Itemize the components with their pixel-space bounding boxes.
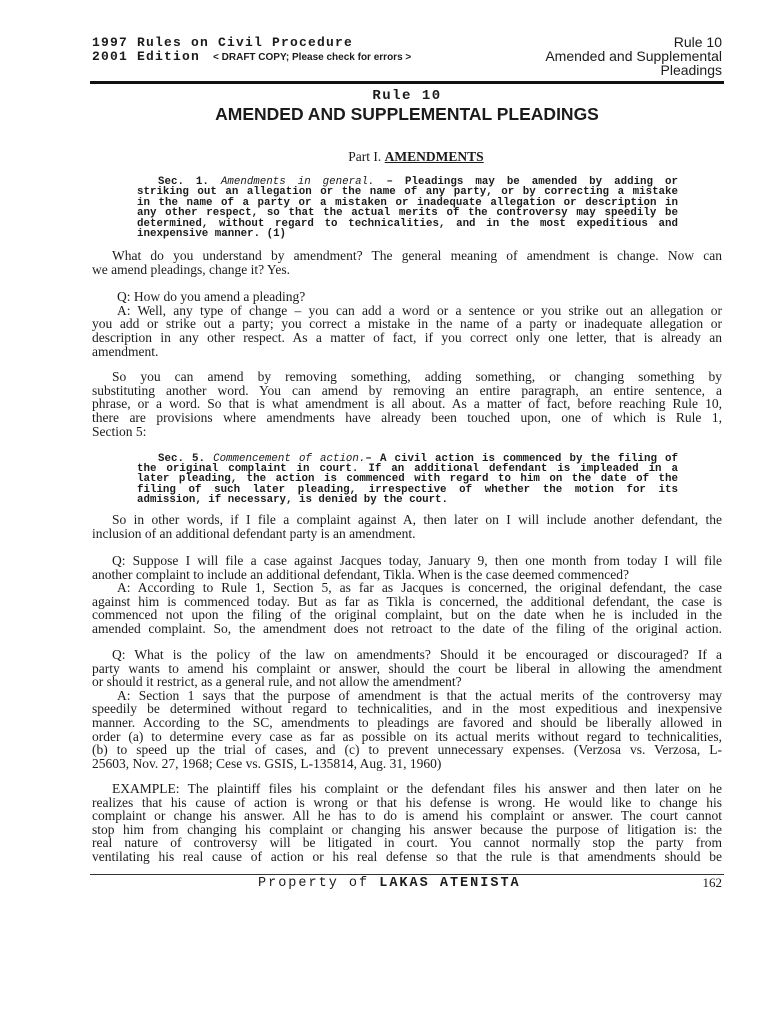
rule-number-heading: Rule 10: [372, 88, 442, 104]
provision-line: filing of such later pleading, irrespective of whether the motion for its: [137, 483, 678, 496]
text-line: A: According to Rule 1, Section 5, as far as Jacques is concerned, the original defendant, the case: [117, 580, 722, 596]
text-line: real nature of controversy will be litigated in court. You cannot normally stop the party from: [92, 835, 722, 851]
provision-line: later pleading, the action is commenced with regard to him on the date of the: [137, 473, 678, 486]
section-label: Sec. 1.: [158, 175, 209, 188]
text-line: realizes that his cause of action is wrong or that his defense is wrong. He would like to change his: [92, 794, 722, 810]
text-line: EXAMPLE: The plaintiff files his complaint or the defendant files his answer and then later on he: [112, 780, 722, 796]
text-line: we amend pleadings, change it? Yes.: [92, 261, 290, 277]
text-line: order (a) to determine every case as far as possible on its actual merits without regard to technicalities,: [92, 728, 722, 744]
answer-commencement: [92, 581, 722, 635]
text-line: So in other words, if I file a complaint against A, then later on I will include another defendant, the: [112, 512, 722, 528]
edition-label: 2001 Edition: [92, 49, 201, 64]
book-title: 1997 Rules on Civil Procedure: [92, 35, 354, 50]
text-line: Q: Suppose I will file a case against Jacques today, January 9, then one month from today I will file: [112, 553, 722, 569]
footer-ownership: [258, 876, 521, 891]
text-line: A: Well, any type of change – you can add a word or a sentence or you strike out an allegation or: [117, 302, 722, 318]
part-prefix: Part I.: [348, 149, 382, 164]
text-line: there are provisions where amendments have already been touched upon, one of which is Rule 1,: [92, 409, 722, 425]
question-policy: [92, 648, 722, 689]
text-line: So you can amend by removing something, adding something, or changing something by: [112, 369, 722, 385]
running-header-right: [545, 35, 722, 77]
header-rule-title-line1: Amended and Supplemental: [545, 48, 722, 64]
text-line: phrase, or a word. So that is what amendment is all about. As a matter of fact, before reaching Rule 10,: [92, 396, 722, 412]
text-line: party wants to amend his complaint or answer, should the court be liberal in allowing the amendment: [92, 660, 722, 676]
header-rule-title-line2: Pleadings: [660, 62, 722, 78]
text-line: A: Section 1 says that the purpose of amendment is that the actual merits of the controversy may: [117, 687, 722, 703]
text-line: inclusion of an additional defendant party is an amendment.: [92, 525, 416, 541]
text-line: ventilating his real cause of action or his real defense so that the rule is that amendments should be: [92, 848, 722, 864]
footer-divider: [90, 874, 724, 875]
section-text: – Pleadings may be amended by adding or: [386, 175, 678, 188]
text-line: amendment.: [92, 343, 159, 359]
provision-line: any other respect, so that the actual merits of the controversy may speedily be: [137, 207, 678, 220]
answer-how-to-amend: [92, 304, 722, 358]
footer-property-label: Property of: [258, 876, 370, 891]
provision-line: the original complaint in court. If an additional defendant is impleaded in a: [137, 463, 678, 476]
section-label: Sec. 5.: [158, 452, 205, 465]
footer-owner: LAKAS ATENISTA: [379, 876, 521, 891]
page-title: AMENDED AND SUPPLEMENTAL PLEADINGS: [215, 104, 599, 124]
text-line: 25603, Nov. 27, 1968; Cese vs. GSIS, L-135814, Aug. 31, 1960): [92, 755, 442, 771]
text-line: another complaint to include an additional defendant, Tikla. When is the case deemed commenced?: [92, 566, 629, 582]
paragraph-amendment-meaning: [92, 249, 722, 276]
text-line: substituting another word. You can amend by removing an entire paragraph, an entire sentence, a: [92, 382, 722, 398]
provision-line: determined, without regard to technicalities, and in the most expeditious and: [137, 217, 678, 230]
page-number: 162: [702, 875, 722, 890]
text-line: speedily be determined without regard to technicalities, and in the most expeditious and inexpensive: [92, 701, 722, 717]
text-line: stop him from changing his complaint or changing his answer because the purpose of litigation is: the: [92, 821, 722, 837]
text-line: or should it restrict, as a general rule, and not allow the amendment?: [92, 674, 462, 690]
paragraph-example: [92, 782, 722, 864]
text-line: description in any other respect. As a matter of fact, if you correct only one letter, that is already an: [92, 329, 722, 345]
section-title: Commencement of action.: [213, 452, 366, 465]
draft-note: < DRAFT COPY; Please check for errors >: [213, 52, 412, 63]
provision-line: striking out an allegation or the name of any party, or by correcting a mistake: [137, 186, 678, 199]
section-title: Amendments in general.: [220, 175, 375, 188]
header-divider: [90, 81, 724, 84]
text-line: Q: What is the policy of the law on amendments? Should it be encouraged or discouraged? If a: [112, 647, 722, 663]
text-line: commenced not upon the filing of the original complaint, but on the date when he is included in the: [92, 607, 722, 623]
question-how-to-amend: [92, 290, 722, 304]
part-name: AMENDMENTS: [384, 149, 484, 164]
text-line: amended complaint. So, the amendment does not retroact to the date of the filing of the original action.: [92, 621, 722, 637]
section-text: – A civil action is commenced by the filing of: [365, 452, 678, 465]
question-commencement: [92, 554, 722, 581]
text-line: against him is commenced today. But as far as Tikla is concerned, the additional defendant, the case is: [92, 593, 722, 609]
text-line: What do you understand by amendment? The general meaning of amendment is change. Now can: [112, 248, 722, 264]
text-line: you add or strike out a party; you correct a mistake in the name of a party or inadequate allegation or: [92, 316, 722, 332]
provision-line: in the name of a party or a mistaken or inadequate allegation or description in: [137, 196, 678, 209]
paragraph-additional-defendant: [92, 513, 722, 540]
text-line: manner. According to the SC, amendments to pleadings are favored and should be liberally allowed in: [92, 715, 722, 730]
text-line: complaint or change his answer. All he has to do is amend his complaint or answer. The court cannot: [92, 808, 722, 824]
text-line: (b) to speed up the trial of cases, and (c) to prevent unnecessary expenses. (Verzosa vs. Verzosa, L-: [92, 742, 722, 758]
provision-line: admission, if necessary, is denied by the court.: [137, 493, 449, 506]
provision-line: inexpensive manner. (1): [137, 228, 287, 241]
text-line: Section 5:: [92, 423, 147, 439]
edition-line: [92, 50, 411, 65]
header-rule-number: Rule 10: [673, 34, 722, 50]
answer-policy: [92, 689, 722, 771]
paragraph-ways-to-amend: [92, 370, 722, 438]
document-body: [92, 150, 722, 864]
provision-sec5: [137, 454, 678, 505]
running-header-left: [92, 36, 411, 65]
part-heading: [92, 150, 722, 164]
provision-sec1: [137, 177, 678, 240]
text-line: Q: How do you amend a pleading?: [117, 289, 306, 305]
